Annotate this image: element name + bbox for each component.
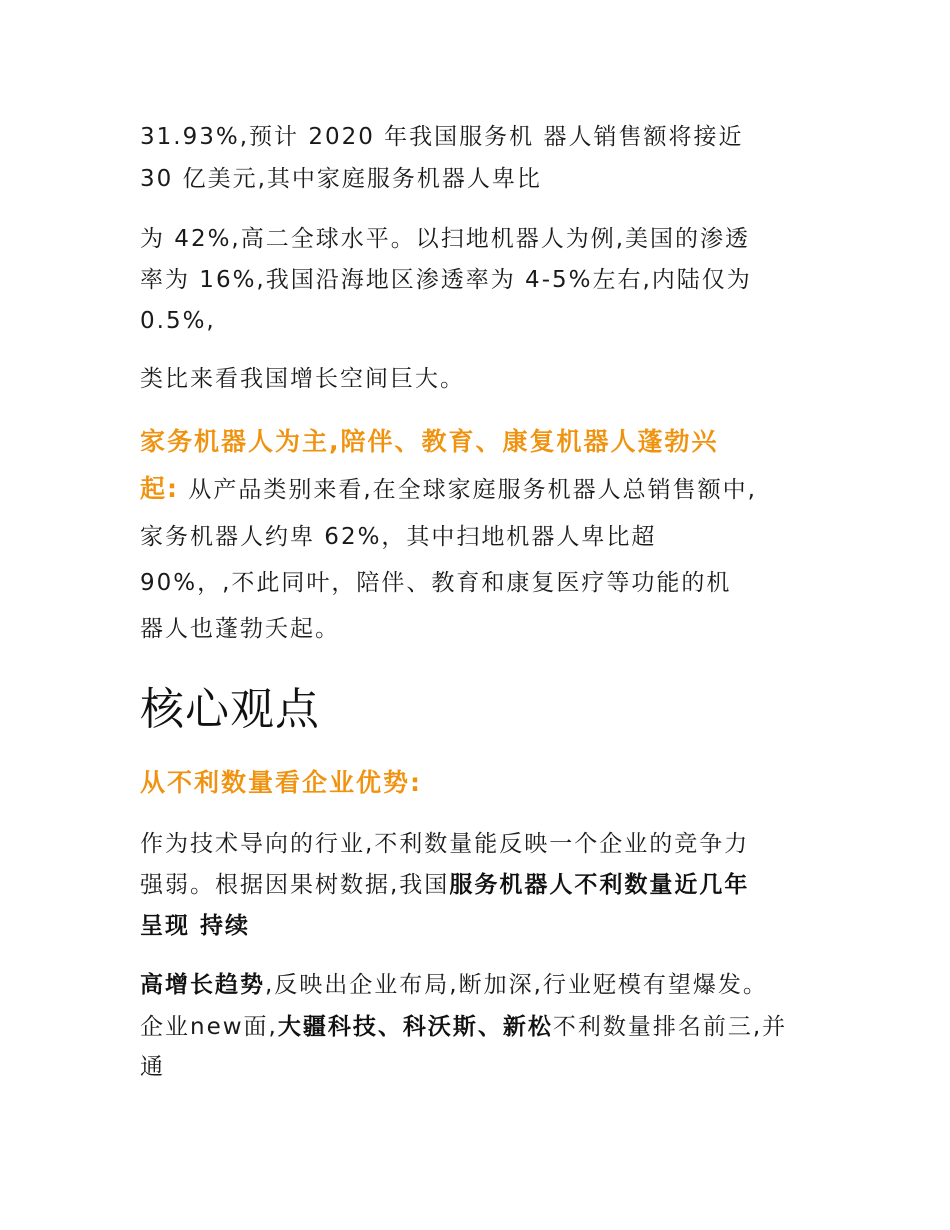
highlight-heading-line-1: 家务机器人为主,陪伴、教育、康复机器人蓬勃兴 — [140, 427, 719, 456]
paragraph-1-line-2: 30 亿美元,其中家庭服务机器人卑比 — [140, 166, 542, 192]
paragraph-6-line-1-bold: 高增长趋势 — [140, 972, 265, 998]
paragraph-6-line-2 — [140, 1012, 787, 1042]
paragraph-5-line-2 — [140, 870, 749, 900]
paragraph-5-line-3: 呈现 持续 — [140, 913, 251, 939]
paragraph-4-line-2-text: 从产品类别来看,在全球家庭服务机器人总销售额中, — [188, 477, 757, 503]
paragraph-5-line-2-bold: 服务机器人不利数量近几年 — [449, 872, 750, 898]
paragraph-4-line-5: 器人也蓬勃夭起。 — [140, 616, 340, 642]
paragraph-2-line-1: 为 42%,高二全球水平。以扫地机器人为例,美国的渗透 — [140, 226, 751, 252]
paragraph-6-line-2-text-b: 不利数量排名前三,并 — [552, 1014, 788, 1040]
paragraph-4-line-3: 家务机器人约卑 62%，其中扫地机器人卑比超 — [140, 524, 657, 550]
paragraph-6-line-3: 通 — [140, 1054, 165, 1080]
highlight-heading-line-2: 起: — [140, 474, 179, 503]
section-subtitle: 从不利数量看企业优势: — [140, 768, 422, 797]
paragraph-5-line-2-text: 强弱。根据因果树数据,我国 — [140, 872, 450, 898]
paragraph-2-line-3: 0.5%, — [140, 308, 216, 334]
paragraph-3-line-1: 类比来看我国增长空间巨大。 — [140, 366, 465, 392]
paragraph-6-line-2-text-a: 企业new面, — [140, 1014, 278, 1040]
section-title: 核心观点 — [140, 684, 320, 735]
paragraph-6-line-1 — [140, 970, 768, 1000]
paragraph-4-line-2 — [140, 474, 757, 505]
paragraph-2-line-2: 率为 16%,我国沿海地区渗透率为 4-5%左右,内陆仅为 — [140, 267, 752, 293]
paragraph-5-line-1: 作为技术导向的行业,不利数量能反映一个企业的竞争力 — [140, 831, 750, 857]
paragraph-1-line-1: 31.93%,预计 2020 年我国服务机 器人销售额将接近 — [140, 124, 744, 150]
paragraph-6-line-2-bold: 大疆科技、科沃斯、新松 — [277, 1014, 553, 1040]
paragraph-6-line-1-text: ,反映出企业布局,断加深,行业觃模有望爆发。 — [265, 972, 768, 998]
paragraph-4-line-4: 90%，,不此同叶，陪伴、教育和康复医疗等功能的机 — [140, 570, 732, 596]
